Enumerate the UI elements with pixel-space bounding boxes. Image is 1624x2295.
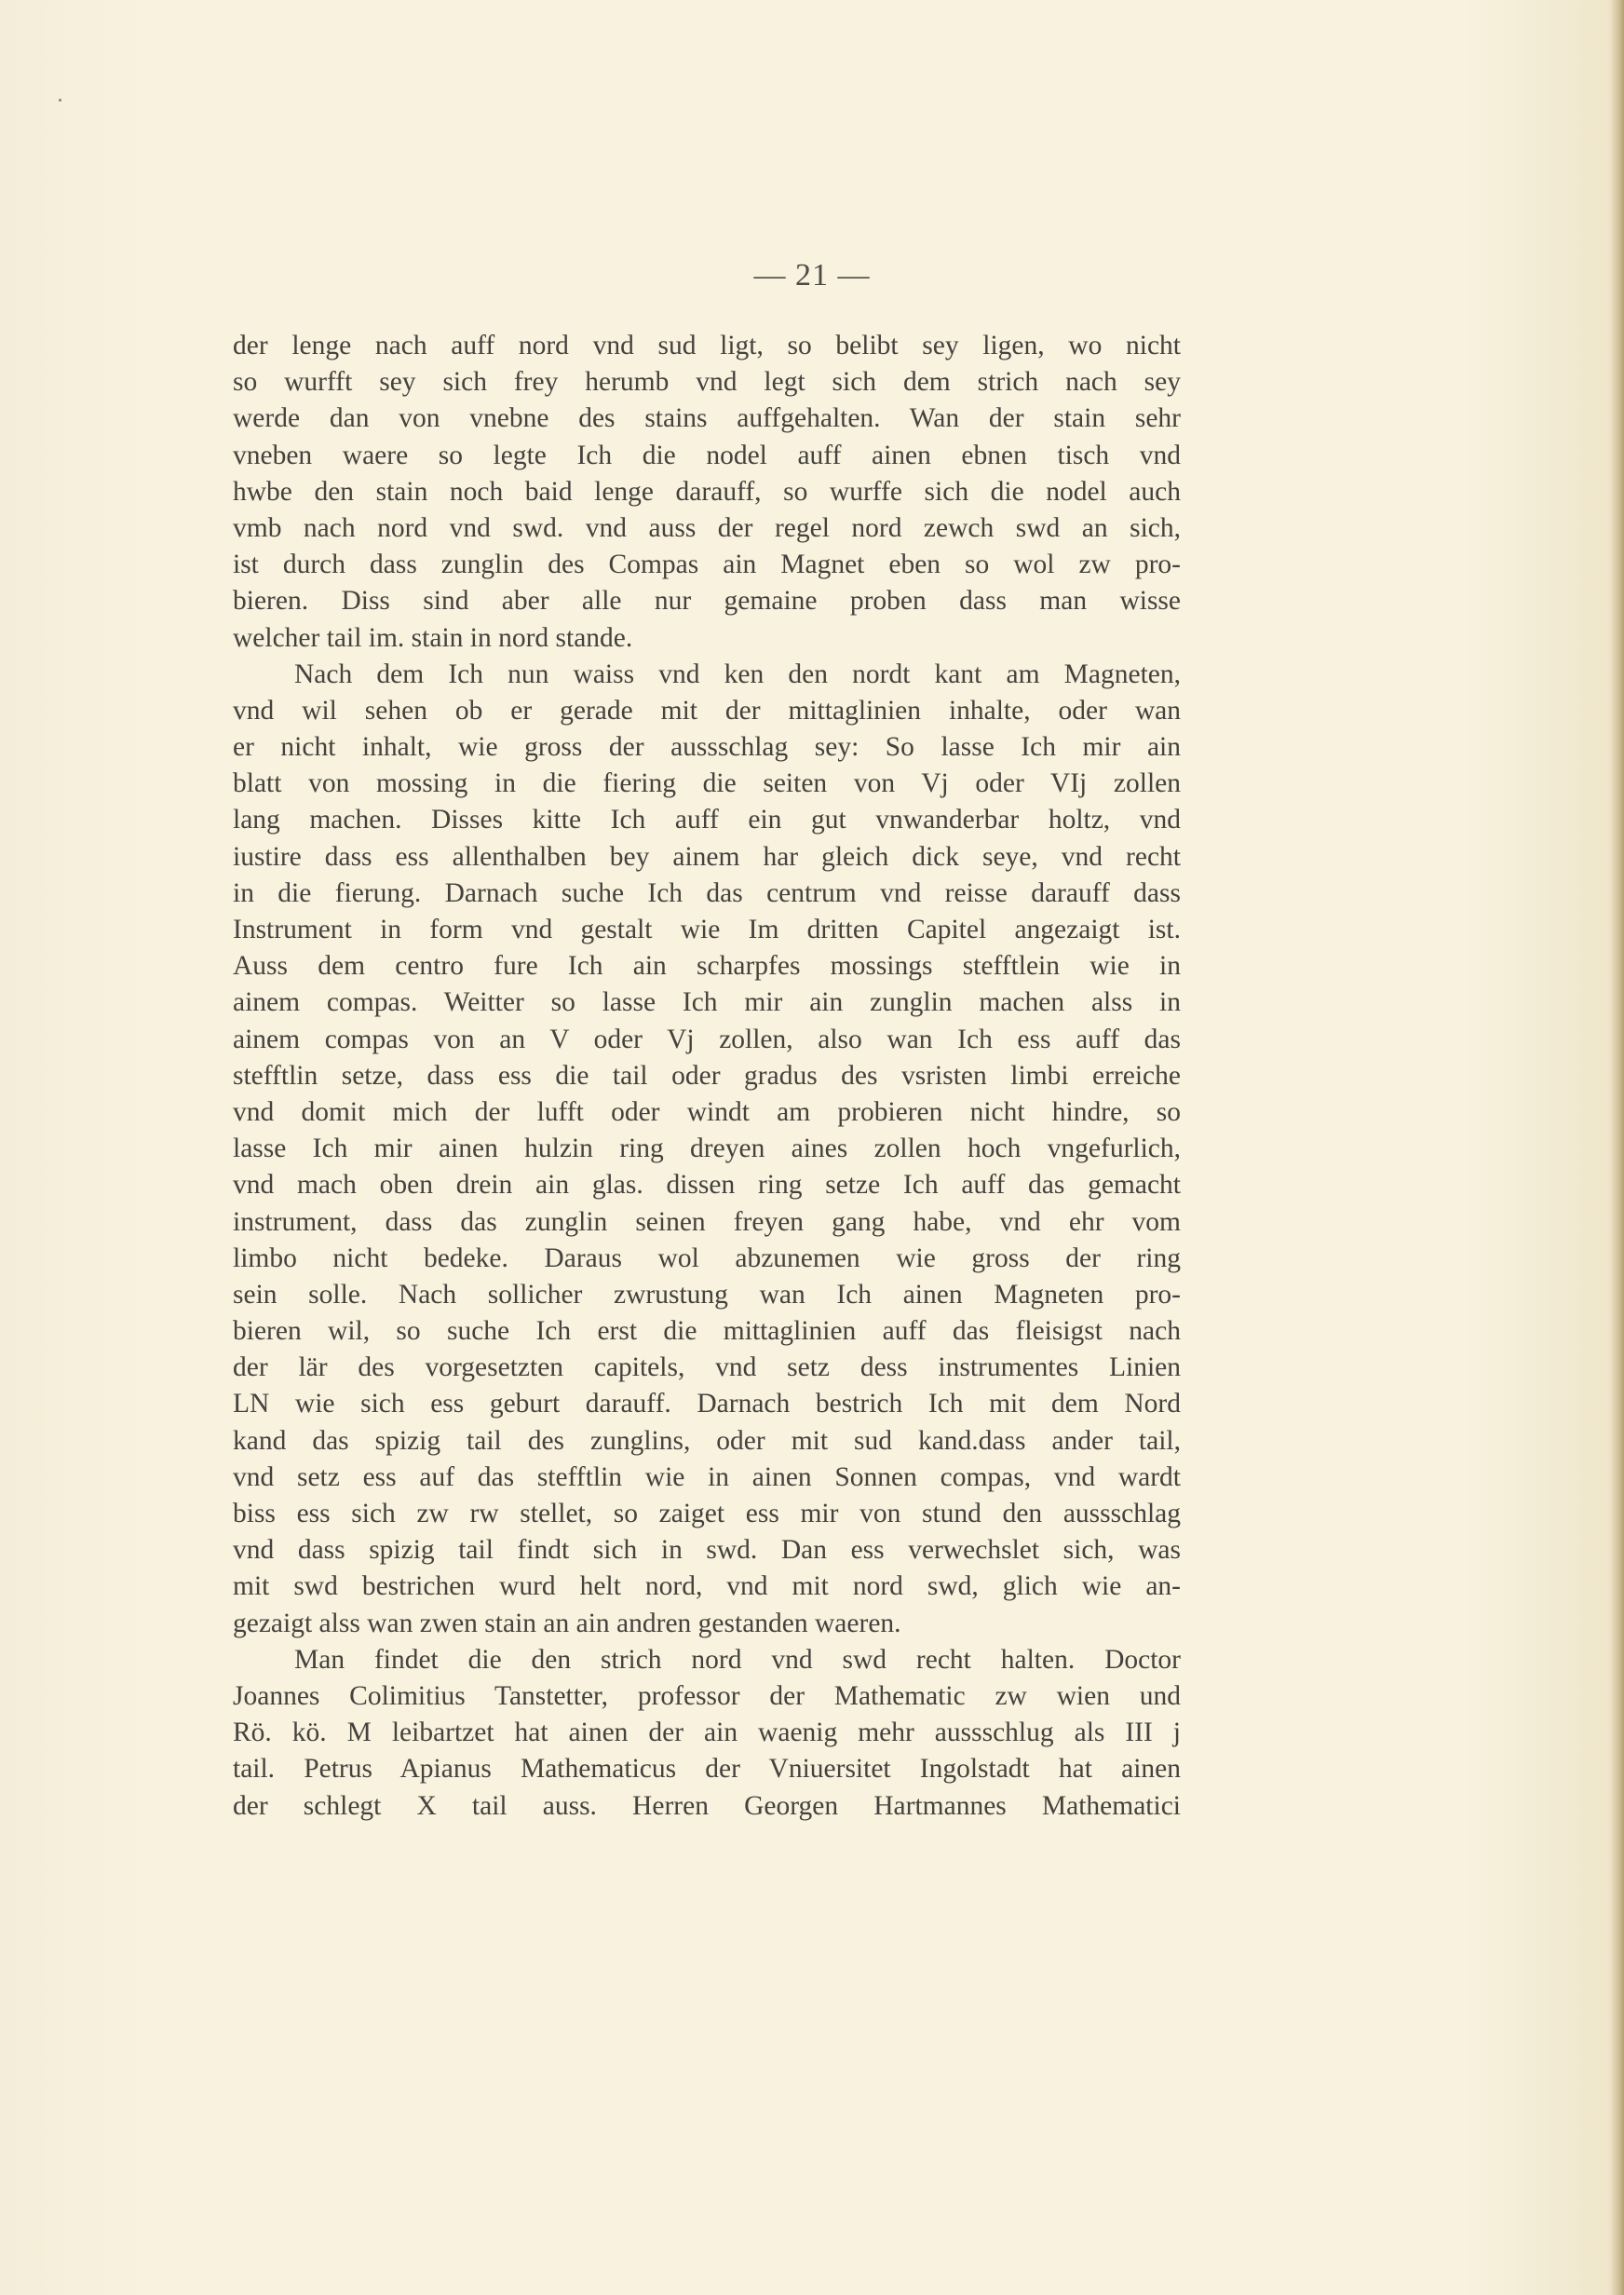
text-line: bieren. Diss sind aber alle nur gemaine proben dass man wisse [233,586,1181,617]
page-number: — 21 — [753,258,871,292]
text-line: Rö. kö. M leibartzet hat ainen der ain waenig mehr aussschlug als III j [233,1718,1181,1748]
text-line: hwbe den stain noch baid lenge darauff, so wurffe sich die nodel auch [233,476,1181,507]
text-line: instrument, dass das zunglin seinen freyen gang habe, vnd ehr vom [233,1206,1181,1237]
text-line: welcher tail im. stain in nord stande. [233,622,633,653]
text-line: ist durch dass zunglin des Compas ain Magnet eben so wol zw pro- [233,550,1181,580]
body-text [233,328,1181,1825]
text-line: vnd mach oben drein ain glas. dissen ring setze Ich auff das gemacht [233,1170,1181,1201]
text-line: biss ess sich zw rw stellet, so zaiget ess mir von stund den aussschlag [233,1499,1181,1528]
text-line: der schlegt X tail auss. Herren Georgen Hartmannes Mathematici [233,1790,1181,1821]
text-line: lasse Ich mir ainen hulzin ring dreyen aines zollen hoch vngefurlich, [233,1134,1181,1164]
text-line: der lenge nach auff nord vnd sud ligt, so belibt sey ligen, wo nicht [233,331,1181,360]
text-line: werde dan von vnebne des stains auffgehalten. Wan der stain sehr [233,403,1181,434]
text-line: kand das spizig tail des zunglins, oder mit sud kand.dass ander tail, [233,1425,1181,1456]
paper-speck [59,99,61,102]
text-line: vmb nach nord vnd swd. vnd auss der regel nord zewch swd an sich, [233,512,1181,543]
text-line: Man findet die den strich nord vnd swd recht halten. Doctor [294,1644,1181,1675]
text-line: der lär des vorgesetzten capitels, vnd setz dess instrumentes Linien [233,1352,1181,1383]
text-line: so wurfft sey sich frey herumb vnd legt sich dem strich nach sey [233,367,1181,398]
text-line: gezaigt alss wan zwen stain an ain andren gestanden waeren. [233,1608,901,1638]
text-line: in die fierung. Darnach suche Ich das centrum vnd reisse darauff dass [233,877,1181,908]
text-line: vnd domit mich der lufft oder windt am probieren nicht hindre, so [233,1096,1181,1127]
text-line: er nicht inhalt, wie gross der aussschlag sey: So lasse Ich mir ain [233,732,1181,763]
text-line: mit swd bestrichen wurd helt nord, vnd mit nord swd, glich wie an- [233,1571,1181,1602]
text-line: sein solle. Nach sollicher zwrustung wan Ich ainen Magneten pro- [233,1279,1181,1310]
text-line: stefftlin setze, dass ess die tail oder gradus des vsristen limbi erreiche [233,1060,1181,1091]
text-line: bieren wil, so suche Ich erst die mittaglinien auff das fleisigst nach [233,1316,1181,1347]
text-line: lang machen. Disses kitte Ich auff ein gut vnwanderbar holtz, vnd [233,805,1181,835]
text-line: vnd setz ess auf das stefftlin wie in ainen Sonnen compas, vnd wardt [233,1461,1181,1492]
text-line: tail. Petrus Apianus Mathematicus der Vniuersitet Ingolstadt hat ainen [233,1754,1181,1785]
text-line: Instrument in form vnd gestalt wie Im dritten Capitel angezaigt ist. [233,915,1181,944]
text-line: vnd dass spizig tail findt sich in swd. Dan ess verwechslet sich, was [233,1535,1181,1566]
page-edge-shadow [1611,0,1624,2295]
text-line: blatt von mossing in die fiering die seiten von Vj oder VIj zollen [233,768,1181,799]
text-line: Nach dem Ich nun waiss vnd ken den nordt kant am Magneten, [294,659,1181,689]
text-line: iustire dass ess allenthalben bey ainem har gleich dick seye, vnd recht [233,841,1181,872]
text-line: vneben waere so legte Ich die nodel auff ainen ebnen tisch vnd [233,440,1181,470]
text-line: ainem compas von an V oder Vj zollen, also wan Ich ess auff das [233,1024,1181,1054]
text-line: vnd wil sehen ob er gerade mit der mittaglinien inhalte, oder wan [233,695,1181,726]
text-line: Auss dem centro fure Ich ain scharpfes mossings stefftlein wie in [233,951,1181,982]
text-line: Joannes Colimitius Tanstetter, professor der Mathematic zw wien und [233,1680,1181,1711]
text-line: limbo nicht bedeke. Daraus wol abzunemen wie gross der ring [233,1243,1181,1273]
text-line: ainem compas. Weitter so lasse Ich mir ain zunglin machen alss in [233,987,1181,1018]
text-line: LN wie sich ess geburt darauff. Darnach bestrich Ich mit dem Nord [233,1389,1181,1419]
